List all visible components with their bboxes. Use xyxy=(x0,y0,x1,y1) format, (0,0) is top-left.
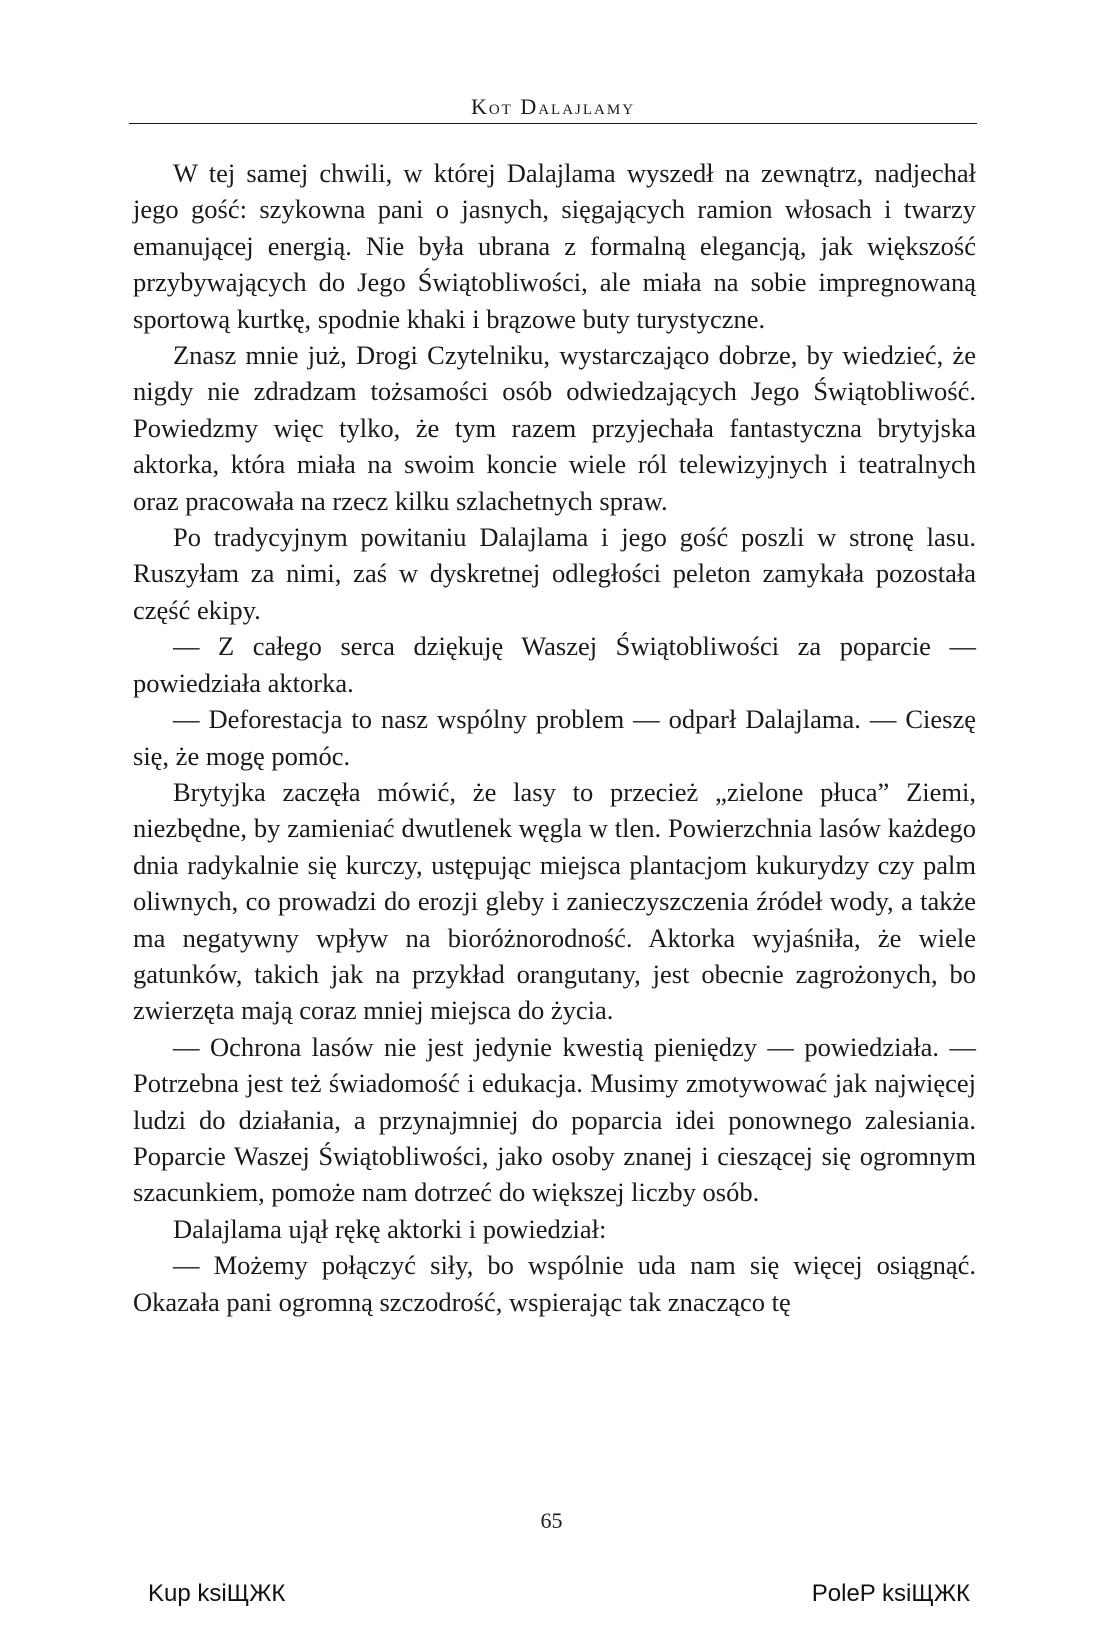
buy-book-link[interactable]: Kup ksiЩЖК xyxy=(148,1580,286,1607)
paragraph: — Ochrona lasów nie jest jedynie kwestią pieniędzy — powiedziała. — Potrzebna jest też świadomość i edukacja. Musimy zmotywować jak najwięcej ludzi do działania, a przynajmniej do poparcia idei ponownego zalesiania. Poparcie Waszej Świątobliwości, jako osoby znanej i cieszącej się ogromnym szacunkiem, pomoże nam dotrzeć do większej liczby osób. xyxy=(133,1031,976,1208)
body-text xyxy=(133,155,976,1320)
paragraph: Dalajlama ujął rękę aktorki i powiedział: xyxy=(173,1213,607,1244)
paragraph: Po tradycyjnym powitaniu Dalajlama i jego gość poszli w stronę lasu. Ruszyłam za nimi, zaś w dyskretnej odległości peleton zamykała pozostała część ekipy. xyxy=(133,522,976,625)
paragraph: — Deforestacja to nasz wspólny problem — odparł Dalajlama. — Cieszę się, że mogę pomóc. xyxy=(133,704,976,771)
paragraph: W tej samej chwili, w której Dalajlama wyszedł na zewnątrz, nadjechał jego gość: szykowna pani o jasnych, sięgających ramion włosach i twarzy emanującej energią. Nie była ubrana z formalną elegancją, jak większość przybywających do Jego Świątobliwości, ale miała na sobie impregnowaną sportową kurtkę, spodnie khaki i brązowe buty turystyczne. xyxy=(133,158,976,334)
running-header-title: Kot Dalajlamy xyxy=(470,94,636,119)
paragraph: — Z całego serca dziękuję Waszej Świątobliwości za poparcie — powiedziała aktorka. xyxy=(133,631,976,698)
paragraph: Znasz mnie już, Drogi Czytelniku, wystarczająco dobrze, by wiedzieć, że nigdy nie zdradzam tożsamości osób odwiedzających Jego Świątobliwość. Powiedzmy więc tylko, że tym razem przyjechała fantastyczna brytyjska aktorka, która miała na swoim koncie wiele ról telewizyjnych i teatralnych oraz pracowała na rzecz kilku szlachetnych spraw. xyxy=(133,340,976,516)
page-number: 65 xyxy=(540,1508,563,1533)
header-rule xyxy=(129,123,977,124)
recommend-book-link[interactable]: PoleP ksiЩЖК xyxy=(811,1580,970,1607)
paragraph: — Możemy połączyć siły, bo wspólnie uda nam się więcej osiągnąć. Okazała pani ogromną szczodrość, wspierając tak znacząco tę xyxy=(133,1250,976,1317)
paragraph: Brytyjka zaczęła mówić, że lasy to przecież „zielone płuca” Ziemi, niezbędne, by zamieniać dwutlenek węgla w tlen. Powierzchnia lasów każdego dnia radykalnie się kurczy, ustępując miejsca plantacjom kukurydzy czy palm oliwnych, co prowadzi do erozji gleby i zanieczyszczenia źródeł wody, a także ma negatywny wpływ na bioróżnorodność. Aktorka wyjaśniła, że wiele gatunków, takich jak na przykład orangutany, jest obecnie zagrożonych, bo zwierzęta mają coraz mniej miejsca do życia. xyxy=(133,776,976,1026)
